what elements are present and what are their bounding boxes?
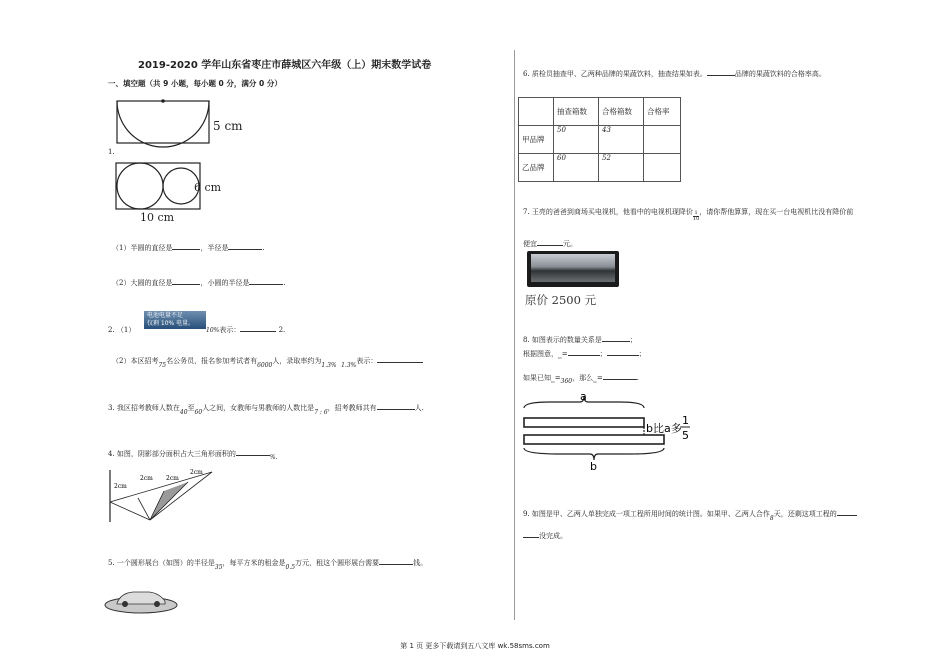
q2-line1 (206, 324, 285, 335)
q9-days: 8 (769, 515, 774, 522)
q2-n1: 75 (158, 362, 167, 369)
semicircle-rect (117, 101, 209, 143)
table-header-cell: 合格箱数 (599, 98, 644, 126)
q5-text-d: 钱。 (413, 559, 428, 567)
table-cell (644, 126, 681, 154)
q9-line1 (523, 508, 857, 523)
q1-sub2-text-b: ，小圆的半径是 (200, 279, 250, 287)
q7-text-a: 7. 王亮的爸爸到商场买电视机，他看中的电视机现降价 (523, 208, 693, 216)
q2-r1: 1.3% (321, 362, 337, 369)
table-cell: 52 (599, 154, 644, 182)
q7-text-c: 便宜 (523, 240, 537, 248)
q3 (108, 402, 424, 417)
q3-text-e: 人. (414, 404, 424, 412)
table-cell: 43 (599, 126, 644, 154)
q4-figure (106, 468, 232, 524)
answer-blank[interactable] (172, 277, 200, 285)
semicircle (117, 101, 209, 147)
page-title: 2019-2020 学年山东省枣庄市薛城区六年级（上）期末数学试卷 (138, 60, 432, 71)
q1-sub2-text-c: . (283, 279, 286, 287)
fraction-denominator: 5 (682, 429, 689, 442)
q2-sub2-text-a: （2）本区招考 (112, 357, 159, 365)
q8-text-c: 根据图意， (523, 350, 558, 358)
label-a: a (580, 390, 587, 403)
q6 (523, 68, 826, 79)
q1-sub2-text-a: （2）大圆的直径是 (112, 279, 173, 287)
battery-line-2: 仅剩 10% 电量。 (147, 320, 195, 327)
answer-blank[interactable] (377, 355, 423, 363)
q8-line3: 如果已知$_▭$=360，那么$_▭$= . (523, 374, 639, 385)
q8-text-e: ； (599, 350, 607, 358)
fig2-bottom-label: 10 cm (140, 211, 175, 224)
answer-blank[interactable] (837, 508, 857, 516)
table-header-cell (519, 98, 554, 126)
q2-end-text: 2. (278, 326, 286, 334)
q8-text-k: . (636, 374, 639, 382)
table-cell: 甲品牌 (519, 126, 554, 154)
q2-n2: 6000 (257, 362, 273, 369)
battery-image (144, 311, 206, 329)
q9-text-b: 天，还剩这项工程的 (773, 510, 837, 518)
q9-line2 (523, 530, 567, 541)
q8-line2: 根据图意，$_▭$= ； ； (523, 350, 646, 360)
q5-text-b: ，每平方米的租金是 (222, 559, 286, 567)
q8-text-b: ； (629, 336, 637, 344)
q5-text-c: 万元，租这个圆形展台需要 (295, 559, 380, 567)
answer-blank[interactable] (240, 324, 276, 332)
q2-number: 2. （1） (108, 326, 136, 334)
fraction-numerator: 1 (694, 210, 698, 216)
bar-a (524, 418, 644, 427)
q5-text-a: 5. 一个圆形展台（如图）的半径是 (108, 559, 215, 567)
car-stage-image (103, 583, 179, 615)
q3-text-b: 至 (187, 404, 195, 412)
fraction-numerator: 1 (682, 414, 689, 427)
q5-radius: 35 (214, 564, 223, 571)
q6-text-a: 6. 质检员抽查甲、乙两种品牌的果蔬饮料，抽查结果如表。 (523, 70, 707, 78)
table-cell (644, 154, 681, 182)
q8-value: 360 (560, 378, 573, 385)
q3-ratio: 7 : 6 (314, 409, 328, 416)
q2-r2: 1.3% (341, 362, 357, 369)
q4-text-a: 4. 如图，阴影部分面积占大三角形面积的 (108, 450, 236, 458)
q3-text-a: 3. 我区招考教师人数在 (108, 404, 180, 412)
section-heading: 一、填空题（共 9 小题，每小题 0 分，满分 0 分） (108, 79, 282, 88)
q4-cm-label: 2cm (140, 475, 153, 482)
q7-text-d: 元。 (563, 240, 577, 248)
q3-n2: 60 (194, 409, 203, 416)
q2-sub2-text-c: 人，录取率约为 (272, 357, 322, 365)
table-row (519, 154, 681, 182)
table-header-row (519, 98, 681, 126)
q1-sub1-text-c: . (262, 244, 265, 252)
answer-blank[interactable] (236, 448, 270, 456)
table-header-cell: 抽查箱数 (554, 98, 599, 126)
fig1-label: 5 cm (213, 119, 243, 133)
semicircle-center (161, 99, 165, 103)
answer-blank[interactable] (707, 68, 735, 76)
q8-text-i: ，那么 (572, 374, 594, 382)
answer-blank[interactable] (607, 348, 639, 356)
answer-blank[interactable] (568, 348, 600, 356)
q8-text-f: ； (638, 350, 646, 358)
q8-text-d: = (561, 350, 568, 358)
q2-sub2-text-d: 表示： (356, 357, 378, 365)
q2-sub2 (112, 355, 423, 370)
q5-price: 0.5 (285, 564, 296, 571)
answer-blank[interactable] (172, 242, 200, 250)
q3-n1: 40 (179, 409, 188, 416)
table-cell: 50 (554, 126, 599, 154)
label-b-more-a: b比a多 (646, 422, 682, 435)
q2-percent: 10% (206, 327, 220, 334)
column-divider (514, 50, 515, 620)
q3-text-d: ，招考教师共有 (327, 404, 377, 412)
answer-blank[interactable] (377, 402, 415, 410)
q4-cm-label: 2cm (190, 469, 203, 476)
q8-text-a: 8. 如图表示的数量关系是 (523, 336, 602, 344)
answer-blank[interactable] (603, 372, 637, 380)
q1-number: 1. (108, 148, 115, 156)
q7-line2 (523, 238, 577, 249)
q9-text-a: 9. 如图是甲、乙两人单独完成一项工程所用时间的统计图。如果甲、乙两人合作 (523, 510, 770, 518)
table-cell: 60 (554, 154, 599, 182)
answer-blank[interactable] (379, 557, 413, 565)
table-cell: 乙品牌 (519, 154, 554, 182)
q4-pct: %. (269, 454, 278, 461)
q1-figures (112, 93, 252, 228)
q3-text-c: 人之间，女教师与男教师的人数比是 (202, 404, 315, 412)
q6-table (518, 97, 681, 182)
fig2-side-label: 6 cm (194, 181, 222, 194)
q1-sub2 (112, 277, 286, 288)
brace-b (524, 448, 664, 460)
q8-text-g: 如果已知 (523, 374, 551, 382)
answer-blank[interactable] (537, 238, 563, 246)
q8-text-j: = (596, 374, 603, 382)
tv-price: 原价 2500 元 (525, 293, 597, 307)
q4-cm-label: 2cm (114, 483, 127, 490)
tv-image (527, 251, 619, 287)
table-row (519, 126, 681, 154)
circles-rect (116, 163, 200, 209)
answer-blank[interactable] (228, 242, 265, 252)
q1-sub1-text-b: ，半径是 (200, 244, 229, 252)
q4 (108, 448, 278, 462)
q7-line1 (523, 208, 853, 222)
big-circle (117, 163, 163, 209)
q4-cm-label: 2cm (166, 475, 179, 482)
battery-line-1: 电池电量不足 (147, 312, 184, 319)
q2-mid-text: 表示： (219, 326, 241, 334)
q6-text-b: 品牌的果蔬饮料的合格率高。 (734, 70, 826, 78)
q7-text-b: ，请你帮他算算，现在买一台电视机比没有降价前 (699, 208, 854, 216)
q1-sub1-text-a: （1）半圆的直径是 (112, 244, 173, 252)
q1-sub1 (112, 242, 265, 253)
bar-b (524, 435, 664, 444)
table-header-cell: 合格率 (644, 98, 681, 126)
q2-sub2-text-b: 名公务员，报名参加考试者有 (166, 357, 258, 365)
q9-text-c: 没完成。 (539, 532, 567, 540)
q8-bar-diagram (520, 390, 700, 474)
q8-line1 (523, 334, 637, 345)
q5 (108, 557, 427, 572)
page-footer: 第 1 页 更多下载请到五八文库 wk.58sms.com (400, 642, 550, 650)
label-b: b (590, 460, 597, 473)
fraction-denominator: 10 (692, 216, 700, 222)
answer-blank[interactable] (249, 277, 286, 287)
answer-blank[interactable] (523, 530, 539, 538)
q8-text-h: = (554, 374, 561, 382)
answer-blank[interactable] (602, 334, 630, 342)
